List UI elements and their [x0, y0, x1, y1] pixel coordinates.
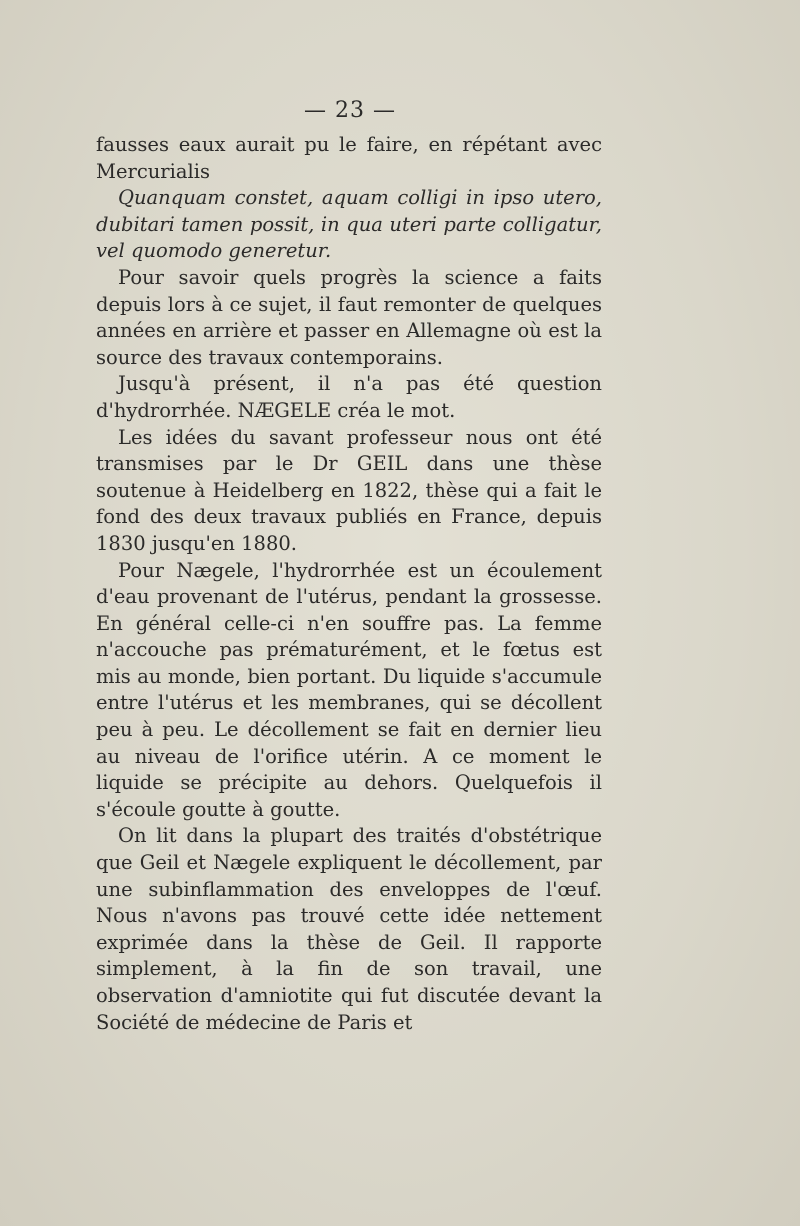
body-text	[96, 132, 602, 1036]
paragraph: Jusqu'à présent, il n'a pas été question d'hydrorrhée. NÆGELE créa le mot.	[96, 372, 602, 422]
page-number: — 23 —	[304, 98, 396, 123]
paragraph: Les idées du savant professeur nous ont été transmises par le Dr GEIL dans une thèse soutenue à Heidelberg en 1822, thèse qui a fait le fond des deux travaux publiés en France, depuis 1830 jusqu'en 1880.	[96, 425, 602, 555]
paragraph: On lit dans la plupart des traités d'obstétrique que Geil et Nægele expliquent le décollement, par une subinflammation des enveloppes de l'œuf. Nous n'avons pas trouvé cette idée nettement exprimée dans la thèse de Geil. Il rapporte simplement, à la fin de son travail, une observation d'amniotite qui fut discutée devant la Société de médecine de Paris et	[96, 824, 602, 1034]
latin-quotation: Quanquam constet, aquam colligi in ipso utero, dubitari tamen possit, in qua uteri parte colligatur, vel quomodo generetur.	[96, 186, 602, 263]
paragraph-continuation: fausses eaux aurait pu le faire, en répétant avec Mercurialis	[96, 133, 602, 183]
paragraph: Pour savoir quels progrès la science a faits depuis lors à ce sujet, il faut remonter de quelques années en arrière et passer en Allemagne où est la source des travaux contemporains.	[96, 265, 602, 369]
paragraph: Pour Nægele, l'hydrorrhée est un écoulement d'eau provenant de l'utérus, pendant la grossesse. En général celle-ci n'en souffre pas. La femme n'accouche pas prématurément, et le fœtus est mis au monde, bien portant. Du liquide s'accumule entre l'utérus et les membranes, qui se décollent peu à peu. Le décollement se fait en dernier lieu au niveau de l'orifice utérin. A ce moment le liquide se précipite au dehors. Quelquefois il s'écoule goutte à goutte.	[96, 558, 602, 821]
